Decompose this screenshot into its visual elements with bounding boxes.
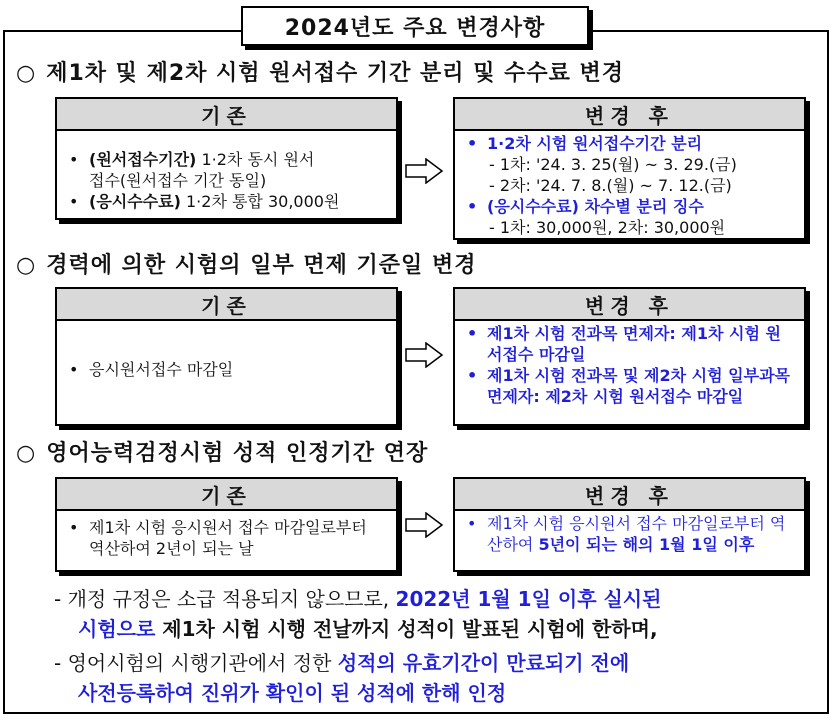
section-2-heading: ○ 경력에 의한 시험의 일부 면제 기준일 변경 [16, 253, 477, 278]
before-header: 기존 [57, 99, 396, 131]
bullet-icon: • [69, 192, 79, 211]
bullet-icon: • [467, 134, 478, 153]
section-1-heading: ○ 제1차 및 제2차 시험 원서접수 기간 분리 및 수수료 변경 [16, 61, 625, 86]
list-subitem: - 1차: 30,000원, 2차: 30,000원 [489, 218, 726, 237]
circle-marker-icon: ○ [16, 253, 37, 278]
section-1-before-box [55, 97, 398, 220]
right-arrow-icon [404, 158, 444, 184]
section-3-heading: ○ 영어능력검정시험 성적 인정기간 연장 [16, 441, 429, 466]
section-2-after-box [453, 287, 806, 426]
list-item: • 제1차 시험 응시원서 접수 마감일로부터 역산하여 5년이 되는 해의 1월 1일 이후 [467, 514, 786, 554]
list-item: • 1·2차 시험 원서접수기간 분리 [467, 134, 703, 153]
bullet-icon: • [69, 150, 79, 169]
bullet-icon: • [467, 197, 478, 216]
section-3-before-box [55, 477, 398, 572]
after-header: 변경 후 [455, 479, 804, 511]
list-item: • 제1차 시험 전과목 및 제2차 시험 일부과목 면제자: 제2차 시험 원서접수 마감일 [467, 366, 790, 406]
list-item: • 제1차 시험 전과목 면제자: 제1차 시험 원서접수 마감일 [467, 324, 781, 364]
circle-marker-icon: ○ [16, 441, 37, 466]
list-item: • 제1차 시험 응시원서 접수 마감일로부터 역산하여 2년이 되는 날 [69, 518, 367, 558]
right-arrow-icon [404, 512, 444, 538]
list-item: • 응시원서접수 마감일 [69, 360, 234, 379]
list-item: • (원서접수기간) 1·2차 동시 원서 접수(원서접수 기간 동일) [69, 150, 315, 190]
list-subitem: - 2차: '24. 7. 8.(월) ~ 7. 12.(금) [489, 176, 732, 195]
section-3-after-box [453, 477, 806, 572]
note-line-2: 시험으로 제1차 시험 시행 전날까지 성적이 발표된 시험에 한하며, [78, 617, 658, 641]
after-header: 변경 후 [455, 289, 804, 321]
before-header: 기존 [57, 289, 396, 321]
bullet-icon: • [69, 518, 79, 537]
list-item: • (응시수수료) 1·2차 통합 30,000원 [69, 192, 340, 211]
right-arrow-icon [404, 342, 444, 368]
bullet-icon: • [69, 360, 79, 379]
note-line-1: - 개정 규정은 소급 적용되지 않으므로, 2022년 1월 1일 이후 실시된 [54, 587, 662, 611]
before-header: 기존 [57, 479, 396, 511]
section-2-before-box [55, 287, 398, 426]
page-title: 2024년도 주요 변경사항 [241, 6, 589, 46]
list-item: • (응시수수료) 차수별 분리 징수 [467, 197, 704, 216]
circle-marker-icon: ○ [16, 61, 37, 86]
after-header: 변경 후 [455, 99, 804, 131]
note-line-4: 사전등록하여 진위가 확인이 된 성적에 한해 인정 [78, 681, 507, 705]
note-line-3: - 영어시험의 시행기관에서 정한 성적의 유효기간이 만료되기 전에 [54, 651, 630, 675]
bullet-icon: • [467, 366, 478, 385]
bullet-icon: • [467, 324, 478, 343]
section-1-after-box [453, 97, 806, 240]
list-subitem: - 1차: '24. 3. 25(월) ~ 3. 29.(금) [489, 155, 737, 174]
bullet-icon: • [467, 514, 477, 533]
